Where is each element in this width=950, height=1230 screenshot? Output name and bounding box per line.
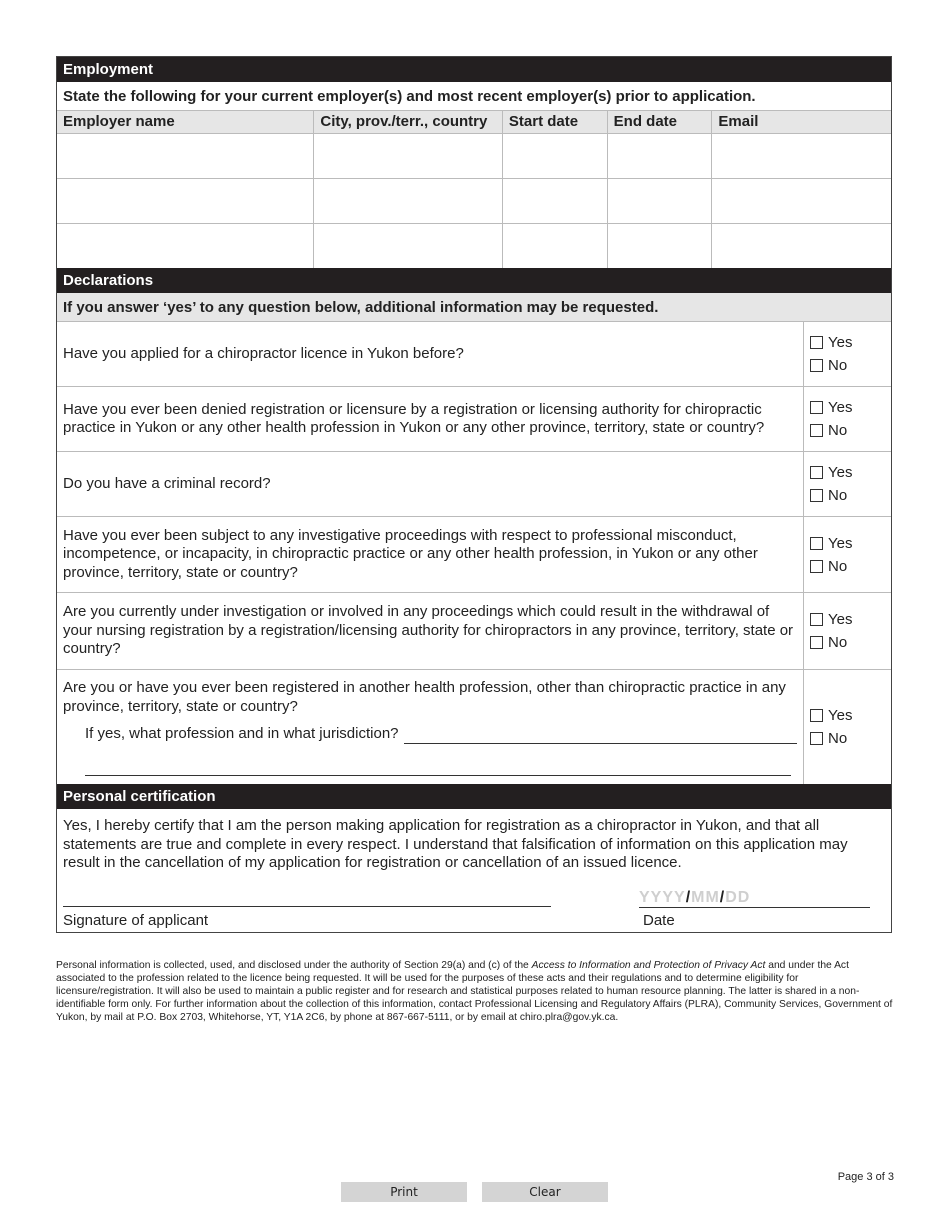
- declaration-question: [57, 321, 891, 386]
- question-text: Have you applied for a chiropractor licence in Yukon before?: [63, 344, 464, 362]
- yes-checkbox[interactable]: [810, 613, 823, 626]
- end-date-field[interactable]: [608, 179, 713, 223]
- col-email: Email: [718, 113, 759, 130]
- declarations-instruction: If you answer ‘yes’ to any question below, additional information may be requested.: [57, 293, 891, 321]
- notice-text: and under the Act associated to the profession related to the licence being requested. It will be used for the purposes of these acts and their regulations and to determine eligibility for licensure/registration. It will also be used to maintain a public register and for research and statistical purposes related to human resource planning. The latter is shared in a non-identifiable form only. For further information about the collection of this information, contact Professional Licensing and Regulatory Affairs (PLRA), Community Services, Government of Yukon, by mail at P.O. Box 2703, Whitehorse, YT, Y1A 2C6, by phone at 867-667-5111, or by email at chiro.plra@gov.yk.ca.: [56, 960, 893, 1023]
- no-checkbox[interactable]: [810, 732, 823, 745]
- no-label: No: [828, 557, 848, 575]
- date-year-placeholder: YYYY: [639, 889, 686, 906]
- declaration-question: [57, 516, 891, 592]
- followup-line-1[interactable]: [404, 729, 798, 744]
- no-checkbox[interactable]: [810, 636, 823, 649]
- yes-label: Yes: [828, 707, 853, 724]
- col-employer-name: Employer name: [57, 111, 314, 133]
- signature-label: Signature of applicant: [63, 912, 209, 929]
- date-separator: /: [685, 889, 692, 906]
- yes-label: Yes: [828, 464, 853, 481]
- city-field[interactable]: [314, 134, 503, 178]
- col-end-date: End date: [608, 111, 713, 133]
- email-field[interactable]: [712, 179, 891, 223]
- question-text: Do you have a criminal record?: [63, 474, 271, 492]
- table-row: [57, 178, 891, 223]
- signature-line[interactable]: [63, 906, 551, 907]
- declaration-question: [57, 669, 891, 784]
- start-date-field[interactable]: [503, 179, 608, 223]
- employer-name-field[interactable]: [57, 224, 314, 268]
- declaration-question: [57, 386, 891, 451]
- employer-name-field[interactable]: [57, 134, 314, 178]
- yes-label: Yes: [828, 534, 853, 552]
- question-text: Are you or have you ever been registered in another health profession, other than chiropractic practice in any province, territory, state or country?: [63, 679, 786, 715]
- email-field[interactable]: [712, 224, 891, 268]
- clear-button[interactable]: Clear: [482, 1182, 608, 1202]
- no-checkbox[interactable]: [810, 489, 823, 502]
- yes-checkbox[interactable]: [810, 466, 823, 479]
- start-date-field[interactable]: [503, 224, 608, 268]
- no-checkbox[interactable]: [810, 359, 823, 372]
- yes-label: Yes: [828, 611, 853, 628]
- declaration-question: [57, 451, 891, 516]
- no-label: No: [828, 422, 848, 439]
- notice-text: Personal information is collected, used, and disclosed under the authority of Section 29(a) and (c) of the: [56, 960, 532, 971]
- start-date-field[interactable]: [503, 134, 608, 178]
- no-label: No: [828, 357, 848, 374]
- privacy-notice: [56, 959, 896, 1024]
- followup-line-2[interactable]: [85, 761, 791, 776]
- declarations-header: Declarations: [57, 268, 891, 293]
- question-text: Have you ever been denied registration or licensure by a registration or licensing authority for chiropractic practice in Yukon or any other health profession in Yukon or any other province, territory, state or country?: [63, 400, 765, 436]
- yes-label: Yes: [828, 399, 853, 416]
- col-start-date: Start date: [503, 111, 608, 133]
- email-field[interactable]: [712, 134, 891, 178]
- yes-checkbox[interactable]: [810, 537, 823, 550]
- end-date-field[interactable]: [608, 134, 713, 178]
- city-field[interactable]: [314, 224, 503, 268]
- date-day-placeholder: DD: [725, 889, 751, 906]
- followup-prompt: If yes, what profession and in what jurisdiction?: [85, 725, 399, 742]
- certification-header: Personal certification: [57, 784, 891, 809]
- date-month-placeholder: MM: [691, 889, 720, 906]
- date-label: Date: [643, 912, 675, 929]
- table-row: [57, 133, 891, 178]
- employment-header: Employment: [57, 57, 891, 82]
- employer-name-field[interactable]: [57, 179, 314, 223]
- date-separator: /: [719, 889, 726, 906]
- no-label: No: [828, 634, 848, 651]
- no-checkbox[interactable]: [810, 560, 823, 573]
- yes-label: Yes: [828, 334, 853, 351]
- no-checkbox[interactable]: [810, 424, 823, 437]
- question-text: Are you currently under investigation or involved in any proceedings which could result in the withdrawal of your nursing registration by a registration/licensing authority for chiropractors in any province, territory, state or country?: [63, 603, 794, 658]
- certification-body: [57, 809, 891, 932]
- application-form: [56, 56, 892, 933]
- certification-text: Yes, I hereby certify that I am the person making application for registration as a chiropractor in Yukon, and that all statements are true and complete in every respect. I understand that falsification of information on this application may result in the cancellation of my application for registration or cancellation of an issued licence.: [63, 817, 848, 871]
- yes-checkbox[interactable]: [810, 709, 823, 722]
- page-number: Page 3 of 3: [837, 1171, 894, 1183]
- question-text: Have you ever been subject to any investigative proceedings with respect to professional misconduct, incompetence, or incapacity, in chiropractic practice or any other health profession, in Yukon or any other province, territory, state or country?: [63, 526, 758, 581]
- end-date-field[interactable]: [608, 224, 713, 268]
- yes-checkbox[interactable]: [810, 401, 823, 414]
- notice-act-title: Access to Information and Protection of Privacy Act: [531, 960, 766, 971]
- yes-checkbox[interactable]: [810, 336, 823, 349]
- no-label: No: [828, 730, 848, 747]
- declaration-question: [57, 592, 891, 669]
- table-row: [57, 223, 891, 268]
- city-field[interactable]: [314, 179, 503, 223]
- print-button[interactable]: Print: [341, 1182, 467, 1202]
- employment-table-header: [57, 110, 891, 133]
- date-field[interactable]: [639, 889, 870, 908]
- no-label: No: [828, 487, 848, 504]
- employment-instruction: State the following for your current employer(s) and most recent employer(s) prior to application.: [63, 87, 756, 105]
- col-city: City, prov./terr., country: [314, 111, 503, 133]
